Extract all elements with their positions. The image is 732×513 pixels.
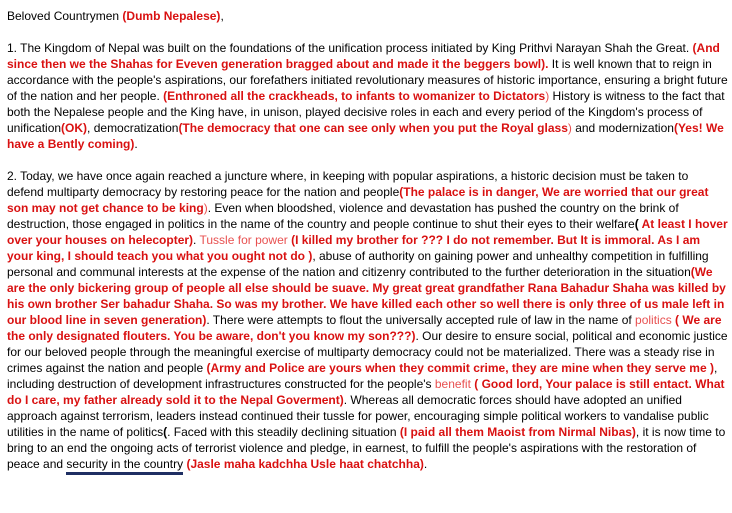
annotation-segment: ( Good lord, Your palace is still entact. What do I care, my father already sold it to the Nepal Goverment) [7, 377, 725, 407]
annotation-segment: (OK) [61, 121, 88, 135]
annotation-segment: (Dumb Nepalese) [122, 9, 221, 23]
annotation-segment: (The palace is in danger, We are worried that our great son may not get chance to be king [7, 185, 709, 215]
annotation-segment: (Yes! We have a Bently coming) [7, 121, 724, 151]
annotation-segment: (Jasle maha kadchha Usle haat chatchha) [186, 457, 424, 471]
annotation-segment: (The democracy that one can see only when you put the Royal glass [178, 121, 568, 135]
body-text-segment: , it is now time to bring to an end the ongoing acts of terrorist violence and pledge, in earnest, to fulfill the people's aspirations with the restoration of peace and [7, 425, 726, 471]
underlined-phrase: security in the country [66, 457, 183, 475]
annotation-light-segment: Tussle for power [199, 233, 292, 247]
salutation [7, 8, 728, 24]
body-text-segment: . [134, 137, 138, 151]
body-text-segment: , [220, 9, 224, 23]
annotation-light-segment: ) [203, 201, 208, 215]
body-text-segment: 1. The Kingdom of Nepal was built on the foundations of the unification process initiated by King Prithvi Narayan Shah the Great. [7, 41, 693, 55]
body-text-segment: . Faced with this steadily declining situation [167, 425, 400, 439]
body-text-segment: It is well known that to reign in accordance with the people's aspirations, our forefathers initiated revolutionary measures of historic importance, ensuring a bright future of the nation and her people. [7, 57, 728, 103]
body-text-segment: , including destruction of development infrastructures constructed for the people's [7, 361, 718, 391]
annotation-light-segment: ) [545, 89, 550, 103]
annotation-light-segment: ) [567, 121, 572, 135]
annotation-segment: (Army and Police are yours when they commit crime, they are mine when they serve me ) [206, 361, 714, 375]
body-text-bold-segment: ( [163, 425, 168, 439]
body-text-segment: . Even when bloodshed, violence and devastation has pushed the country on the brink of destruction, those engaged in politics in the name of the country and people continue to shut their eyes to their welfare [7, 201, 679, 231]
body-text-segment: . [423, 457, 428, 471]
body-text-segment: Beloved Countrymen [7, 9, 123, 23]
annotation-segment: (I killed my brother for ??? I do not remember. But It is immoral. As I am your king, I should teach you what you ought not do ) [7, 233, 701, 263]
body-text-segment: History is witness to the fact that both the Nepalese people and the King have, in unison, played decisive roles in each and every period of the Kingdom's process of unification [7, 89, 725, 135]
annotation-segment: (Enthroned all the crackheads, to infants to womanizer to Dictators [163, 89, 546, 103]
annotation-segment: At least I hover over your houses on helecopter) [7, 217, 728, 247]
paragraph-2 [7, 168, 728, 472]
body-text-segment: . Whereas all democratic forces should have adopted an unified approach against terrorism, leaders instead continued their tussle for power, encouraging simple political workers to vandalise public utilities in the name of politics [7, 393, 709, 439]
annotation-light-segment: politics [635, 313, 676, 327]
annotation-light-segment: benefit [434, 377, 475, 391]
annotation-segment: (And since then we the Shahas for Eveven generation bragged about and made it the beggers bowl). [7, 41, 720, 71]
annotation-segment: (We are the only bickering group of people all else should be suave. My great great grandfather Rana Bahadur Shaha was killed by his own brother Ser bahadur Shaha. So was my brother. We have killed each other so well there is only three of us male left in our blood line in seven generation) [7, 265, 726, 327]
annotation-segment: (I paid all them Maoist from Nirmal Nibas) [399, 425, 636, 439]
body-text-segment: , abuse of authority on gaining power and unhealthy competition in fulfilling personal and communal interests at the expense of the nation and citizenry contributed to the further deterioration in the situation [7, 249, 709, 279]
body-text-segment: , democratization [87, 121, 179, 135]
body-text-segment: . There were attempts to flout the universally accepted rule of law in the name of [206, 313, 636, 327]
body-text-segment: . Our desire to ensure social, political and economic justice for our beloved people through the meaningful exercise of multiparty democracy could not be materialized. There was a steady rise in crimes against the nation and people [7, 329, 728, 375]
annotation-segment: ( We are the only designated flouters. You be aware, don't you know my son???) [7, 313, 722, 343]
body-text-segment: 2. Today, we have once again reached a juncture where, in keeping with popular aspirations, a historic decision must be taken to defend multiparty democracy by restoring peace for the nation and people [7, 169, 689, 199]
paragraph-1 [7, 40, 728, 152]
body-text-segment: . [193, 233, 200, 247]
body-text-bold-segment: ( [634, 217, 639, 231]
body-text-segment: and modernization [571, 121, 674, 135]
